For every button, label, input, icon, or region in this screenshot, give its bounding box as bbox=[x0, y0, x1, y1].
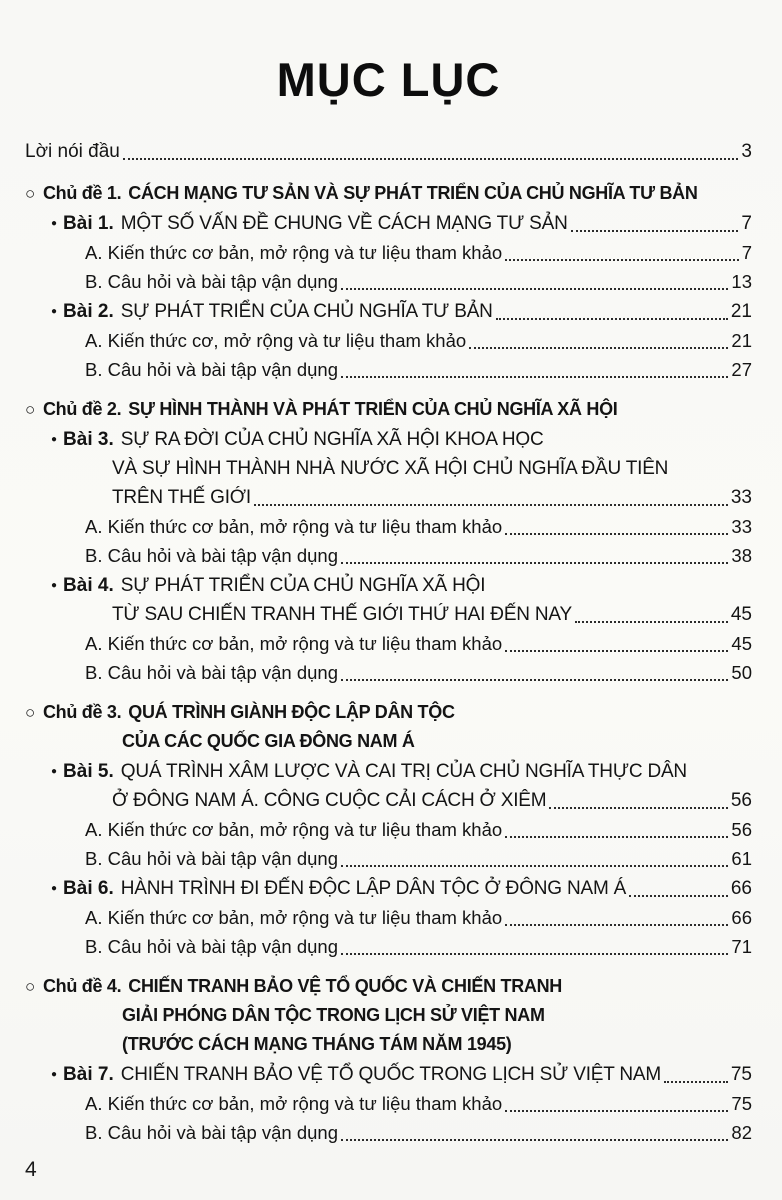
toc-line bbox=[25, 1118, 752, 1147]
entry-title: CÁCH MẠNG TƯ SẢN VÀ SỰ PHÁT TRIỂN CỦA CHỦ NGHĨA TƯ BẢN bbox=[128, 183, 698, 203]
entry-page-number: 75 bbox=[730, 1064, 752, 1085]
entry-label: Bài 2. bbox=[63, 301, 114, 322]
toc-line bbox=[25, 932, 752, 961]
toc-entry-lesson bbox=[25, 297, 752, 326]
entry-title: A. Kiến thức cơ, mở rộng và tư liệu tham khảo bbox=[85, 330, 467, 351]
bullet-icon: ● bbox=[51, 883, 58, 894]
entry-page-number: 56 bbox=[731, 819, 752, 840]
entry-title: HÀNH TRÌNH ĐI ĐẾN ĐỘC LẬP DÂN TỘC Ở ĐÔNG NAM Á bbox=[120, 878, 627, 899]
toc-entry-sub bbox=[25, 629, 752, 658]
toc-line bbox=[25, 1030, 752, 1059]
entry-page-number: 7 bbox=[741, 213, 752, 234]
dotted-leader bbox=[505, 238, 739, 261]
bullet-icon: ● bbox=[51, 766, 58, 777]
toc-line bbox=[25, 355, 752, 384]
toc-line bbox=[25, 815, 752, 844]
entry-title: A. Kiến thức cơ bản, mở rộng và tư liệu tham khảo bbox=[85, 907, 503, 928]
entry-label: Bài 7. bbox=[63, 1064, 114, 1085]
page-title: MỤC LỤC bbox=[276, 53, 501, 106]
entry-label: Bài 1. bbox=[63, 213, 114, 234]
bullet-icon: ● bbox=[51, 306, 58, 317]
entry-page-number: 21 bbox=[730, 301, 752, 322]
entry-title: SỰ PHÁT TRIỂN CỦA CHỦ NGHĨA TƯ BẢN bbox=[120, 301, 493, 322]
toc-entry-sub bbox=[25, 658, 752, 687]
entry-title: A. Kiến thức cơ bản, mở rộng và tư liệu tham khảo bbox=[85, 633, 503, 654]
toc-entry-lesson bbox=[25, 571, 752, 629]
entry-label: Bài 3. bbox=[63, 429, 114, 450]
dotted-leader bbox=[505, 629, 728, 652]
toc-entry-lesson bbox=[25, 425, 752, 512]
toc-entry-lesson bbox=[25, 874, 752, 903]
toc-entry-sub bbox=[25, 512, 752, 541]
toc-line bbox=[25, 757, 752, 786]
dotted-leader bbox=[629, 874, 728, 897]
toc-line bbox=[25, 395, 752, 424]
dotted-leader bbox=[575, 600, 728, 623]
dotted-leader bbox=[341, 1118, 728, 1141]
entry-page-number: 33 bbox=[730, 487, 752, 508]
entry-title: B. Câu hỏi và bài tập vận dụng bbox=[85, 1122, 339, 1143]
toc-entry-sub bbox=[25, 1089, 752, 1118]
toc-entry-lesson bbox=[25, 209, 752, 238]
toc-line bbox=[25, 571, 752, 600]
entry-title: CHIẾN TRANH BẢO VỆ TỔ QUỐC VÀ CHIẾN TRANH bbox=[128, 976, 562, 996]
entry-title: GIẢI PHÓNG DÂN TỘC TRONG LỊCH SỬ VIỆT NAM bbox=[122, 1005, 545, 1025]
entry-label: Chủ đề 3. bbox=[42, 702, 122, 722]
entry-page-number: 21 bbox=[731, 330, 752, 351]
toc-entry-sub bbox=[25, 541, 752, 570]
entry-label: Bài 4. bbox=[63, 575, 114, 596]
dotted-leader bbox=[341, 658, 728, 681]
toc-line bbox=[25, 1060, 752, 1089]
toc-line bbox=[25, 326, 752, 355]
toc-entry-preface bbox=[25, 137, 752, 166]
circle-icon: ○ bbox=[25, 184, 35, 203]
toc-line bbox=[25, 658, 752, 687]
entry-page-number: 45 bbox=[730, 604, 752, 625]
dotted-leader bbox=[505, 815, 728, 838]
entry-title: CỦA CÁC QUỐC GIA ĐÔNG NAM Á bbox=[122, 731, 415, 751]
toc-entry-chapter bbox=[25, 972, 752, 1059]
dotted-leader bbox=[341, 267, 728, 290]
toc-line bbox=[25, 137, 752, 166]
toc-entry-chapter bbox=[25, 179, 752, 208]
entry-label: Chủ đề 4. bbox=[42, 976, 122, 996]
toc-line bbox=[25, 297, 752, 326]
toc-line bbox=[25, 483, 752, 512]
entry-title: QUÁ TRÌNH GIÀNH ĐỘC LẬP DÂN TỘC bbox=[128, 702, 455, 722]
dotted-leader bbox=[505, 903, 728, 926]
dotted-leader bbox=[123, 137, 739, 160]
entry-page-number: 7 bbox=[741, 242, 752, 263]
entry-title: MỘT SỐ VẤN ĐỀ CHUNG VỀ CÁCH MẠNG TƯ SẢN bbox=[120, 213, 568, 234]
toc-line bbox=[25, 512, 752, 541]
dotted-leader bbox=[341, 355, 728, 378]
toc-entry-sub bbox=[25, 815, 752, 844]
entry-page-number: 66 bbox=[731, 907, 752, 928]
entry-title: (TRƯỚC CÁCH MẠNG THÁNG TÁM NĂM 1945) bbox=[122, 1034, 512, 1054]
entry-label: Chủ đề 1. bbox=[42, 183, 122, 203]
toc-line bbox=[25, 972, 752, 1001]
toc-line bbox=[25, 727, 752, 756]
bullet-icon: ● bbox=[51, 434, 58, 445]
toc-entry-sub bbox=[25, 932, 752, 961]
entry-page-number: 27 bbox=[731, 359, 752, 380]
entry-title: SỰ PHÁT TRIỂN CỦA CHỦ NGHĨA XÃ HỘI bbox=[120, 575, 486, 596]
bullet-icon: ● bbox=[51, 580, 58, 591]
toc-line bbox=[25, 1089, 752, 1118]
toc-line bbox=[25, 454, 752, 483]
dotted-leader bbox=[664, 1060, 728, 1083]
entry-title: SỰ RA ĐỜI CỦA CHỦ NGHĨA XÃ HỘI KHOA HỌC bbox=[120, 429, 544, 450]
entry-title: A. Kiến thức cơ bản, mở rộng và tư liệu tham khảo bbox=[85, 819, 503, 840]
entry-page-number: 82 bbox=[731, 1122, 752, 1143]
toc-entry-sub bbox=[25, 267, 752, 296]
bullet-icon: ● bbox=[51, 218, 58, 229]
entry-page-number: 56 bbox=[730, 790, 752, 811]
entry-title: A. Kiến thức cơ bản, mở rộng và tư liệu tham khảo bbox=[85, 242, 503, 263]
toc-line bbox=[25, 629, 752, 658]
toc-line bbox=[25, 541, 752, 570]
entry-title: B. Câu hỏi và bài tập vận dụng bbox=[85, 936, 339, 957]
entry-page-number: 13 bbox=[731, 271, 752, 292]
toc-entry-lesson bbox=[25, 757, 752, 815]
dotted-leader bbox=[469, 326, 728, 349]
entry-title: B. Câu hỏi và bài tập vận dụng bbox=[85, 271, 339, 292]
toc-line bbox=[25, 903, 752, 932]
toc-entry-sub bbox=[25, 355, 752, 384]
toc-line bbox=[25, 698, 752, 727]
entry-title: TỪ SAU CHIẾN TRANH THẾ GIỚI THỨ HAI ĐẾN NAY bbox=[112, 604, 572, 625]
toc-line bbox=[25, 425, 752, 454]
entry-title: A. Kiến thức cơ bản, mở rộng và tư liệu tham khảo bbox=[85, 516, 503, 537]
entry-page-number: 38 bbox=[731, 545, 752, 566]
toc-entry-sub bbox=[25, 844, 752, 873]
toc-entry-sub bbox=[25, 326, 752, 355]
entry-page-number: 61 bbox=[731, 848, 752, 869]
circle-icon: ○ bbox=[25, 703, 35, 722]
bullet-icon: ● bbox=[51, 1069, 58, 1080]
dotted-leader bbox=[341, 932, 728, 955]
entry-page-number: 45 bbox=[731, 633, 752, 654]
dotted-leader bbox=[341, 844, 728, 867]
toc-entry-sub bbox=[25, 1118, 752, 1147]
entry-page-number: 33 bbox=[731, 516, 752, 537]
circle-icon: ○ bbox=[25, 977, 35, 996]
toc-line bbox=[25, 1001, 752, 1030]
entry-title: Lời nói đầu bbox=[25, 141, 120, 162]
entry-title: A. Kiến thức cơ bản, mở rộng và tư liệu tham khảo bbox=[85, 1093, 503, 1114]
toc-entry-sub bbox=[25, 903, 752, 932]
entry-title: TRÊN THẾ GIỚI bbox=[112, 487, 251, 508]
entry-title: QUÁ TRÌNH XÂM LƯỢC VÀ CAI TRỊ CỦA CHỦ NGHĨA THỰC DÂN bbox=[120, 761, 687, 782]
entry-title: B. Câu hỏi và bài tập vận dụng bbox=[85, 662, 339, 683]
dotted-leader bbox=[341, 541, 728, 564]
entry-label: Bài 6. bbox=[63, 878, 114, 899]
dotted-leader bbox=[549, 786, 727, 809]
toc-entry-sub bbox=[25, 238, 752, 267]
entry-title: VÀ SỰ HÌNH THÀNH NHÀ NƯỚC XÃ HỘI CHỦ NGHĨA ĐẦU TIÊN bbox=[112, 458, 669, 479]
entry-title: B. Câu hỏi và bài tập vận dụng bbox=[85, 359, 339, 380]
entry-title: B. Câu hỏi và bài tập vận dụng bbox=[85, 848, 339, 869]
toc-entry-chapter bbox=[25, 698, 752, 756]
toc-line bbox=[25, 874, 752, 903]
toc-entry-lesson bbox=[25, 1060, 752, 1089]
circle-icon: ○ bbox=[25, 400, 35, 419]
dotted-leader bbox=[254, 483, 728, 506]
entry-label: Bài 5. bbox=[63, 761, 114, 782]
toc-line bbox=[25, 209, 752, 238]
entry-title: Ở ĐÔNG NAM Á. CÔNG CUỘC CẢI CÁCH Ở XIÊM bbox=[112, 790, 547, 811]
dotted-leader bbox=[505, 512, 728, 535]
dotted-leader bbox=[496, 297, 728, 320]
dotted-leader bbox=[571, 209, 739, 232]
page-number: 4 bbox=[25, 1158, 37, 1181]
entry-page-number: 75 bbox=[731, 1093, 752, 1114]
toc-line bbox=[25, 267, 752, 296]
entry-page-number: 71 bbox=[731, 936, 752, 957]
toc-line bbox=[25, 844, 752, 873]
toc-line bbox=[25, 238, 752, 267]
entry-page-number: 66 bbox=[730, 878, 752, 899]
entry-title: B. Câu hỏi và bài tập vận dụng bbox=[85, 545, 339, 566]
toc-list bbox=[25, 137, 752, 1147]
entry-page-number: 50 bbox=[731, 662, 752, 683]
toc-line bbox=[25, 179, 752, 208]
entry-page-number: 3 bbox=[741, 141, 752, 162]
entry-title: SỰ HÌNH THÀNH VÀ PHÁT TRIỂN CỦA CHỦ NGHĨA XÃ HỘI bbox=[128, 399, 618, 419]
toc-line bbox=[25, 600, 752, 629]
dotted-leader bbox=[505, 1089, 728, 1112]
toc-entry-chapter bbox=[25, 395, 752, 424]
toc-line bbox=[25, 786, 752, 815]
entry-title: CHIẾN TRANH BẢO VỆ TỔ QUỐC TRONG LỊCH SỬ VIỆT NAM bbox=[120, 1064, 662, 1085]
entry-label: Chủ đề 2. bbox=[42, 399, 122, 419]
